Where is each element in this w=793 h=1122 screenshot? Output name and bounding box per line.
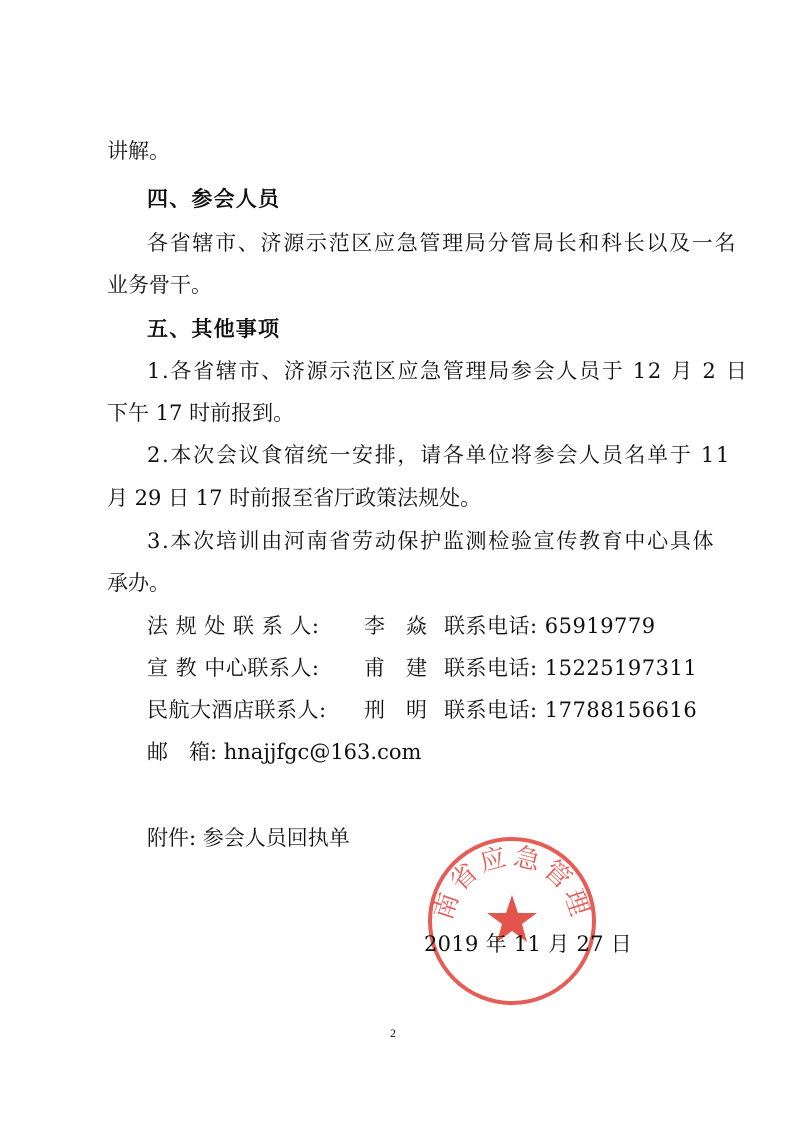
email-line: 邮 箱: hnajjfgc@163.com <box>147 740 422 764</box>
contact-name: 李 焱 <box>364 614 427 638</box>
page-number: 2 <box>390 1026 396 1040</box>
item-1-line-2: 下午 17 时前报到。 <box>107 401 295 425</box>
contact-phone: 联系电话: 65919779 <box>444 614 656 638</box>
contact-role: 法 规 处 联 系 人: <box>147 614 320 638</box>
contact-name: 刑 明 <box>364 698 427 722</box>
item-3-line-1: 3.本次培训由河南省劳动保护监测检验宣传教育中心具体 <box>147 529 716 553</box>
item-2-line-2: 月 29 日 17 时前报至省厅政策法规处。 <box>107 486 482 510</box>
contact-role: 宣 教 中心联系人: <box>147 656 320 680</box>
attachment-line: 附件: 参会人员回执单 <box>147 826 350 850</box>
contact-name: 甫 建 <box>364 656 427 680</box>
item-3-line-2: 承办。 <box>107 571 170 595</box>
contact-phone: 联系电话: 15225197311 <box>444 656 698 680</box>
contact-role: 民航大酒店联系人: <box>147 698 327 722</box>
section-heading-other-matters: 五、其他事项 <box>147 317 281 341</box>
document-date: 2019 年 11 月 27 日 <box>424 932 633 956</box>
participants-text-line-2: 业务骨干。 <box>107 273 212 297</box>
contact-phone: 联系电话: 17788156616 <box>444 698 698 722</box>
item-1-line-1: 1.各省辖市、济源示范区应急管理局参会人员于 12 月 2 日 <box>147 359 749 383</box>
participants-text-line-1: 各省辖市、济源示范区应急管理局分管局长和科长以及一名 <box>147 231 738 255</box>
item-2-line-1: 2.本次会议食宿统一安排，请各单位将参会人员名单于 11 <box>147 443 732 467</box>
section-heading-participants: 四、参会人员 <box>147 187 281 211</box>
paragraph-continuation: 讲解。 <box>107 139 170 163</box>
seal-text: 南省应急管理 <box>428 841 596 924</box>
official-seal-stamp <box>426 835 598 1007</box>
